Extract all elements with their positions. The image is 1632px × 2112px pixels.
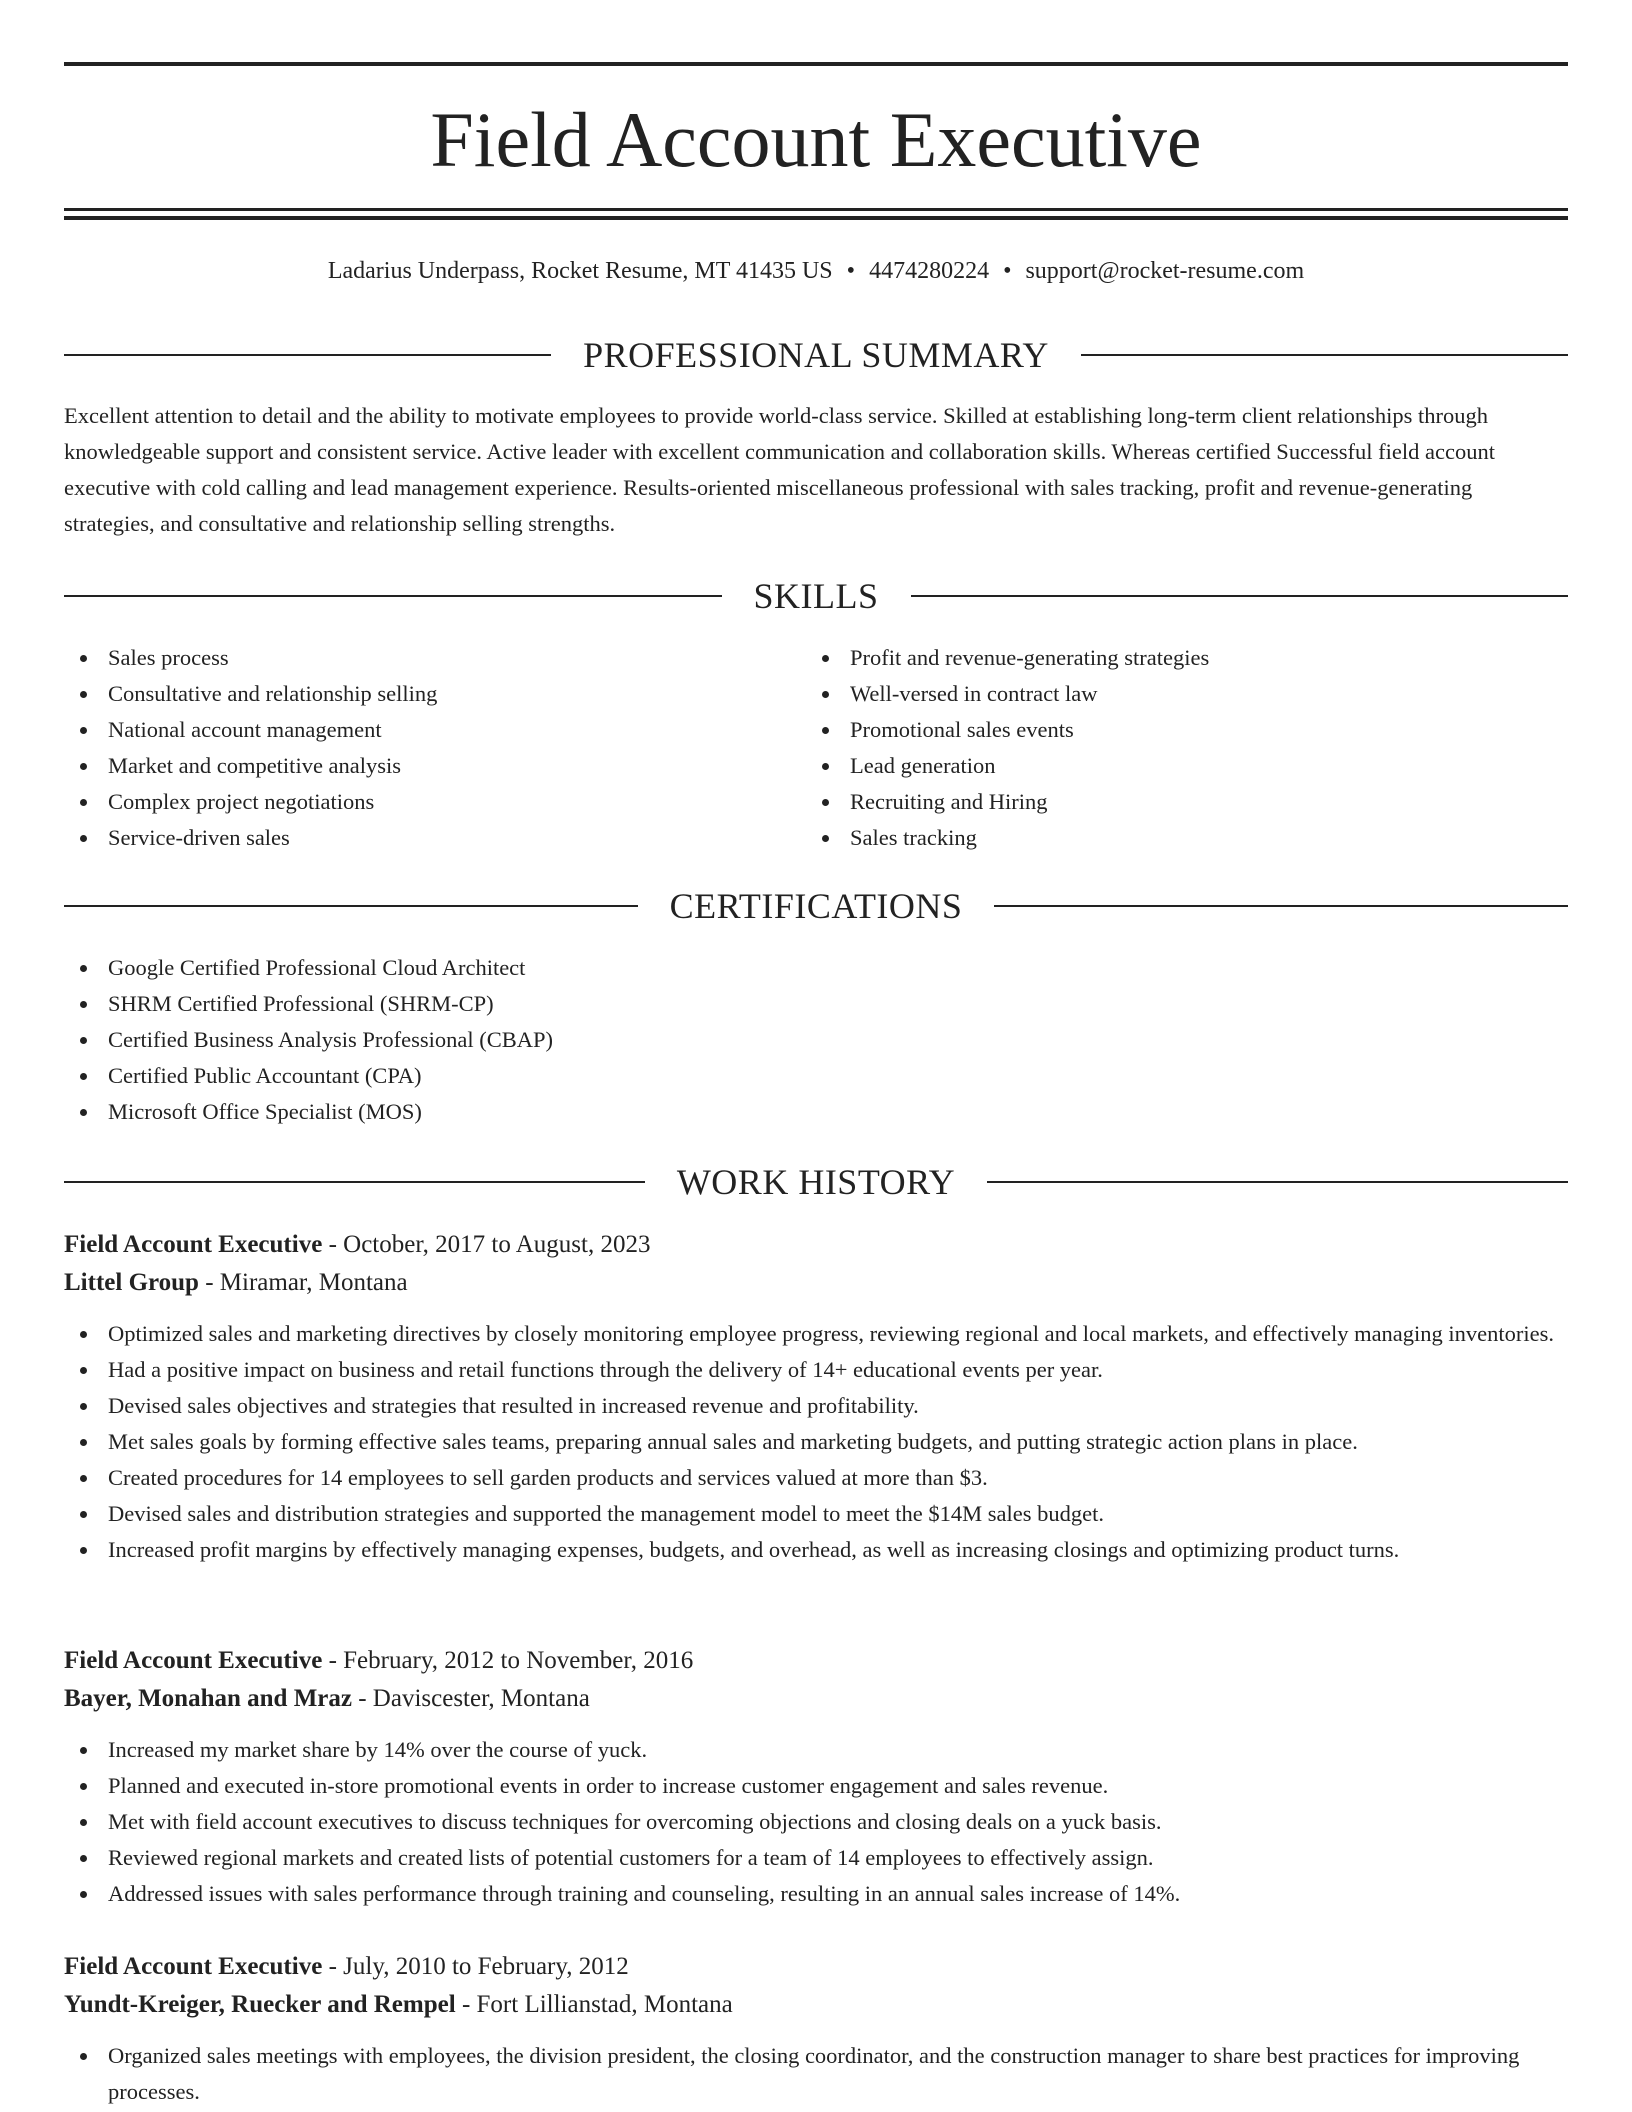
job-bullet: Addressed issues with sales performance through training and counseling, resulting in an annual sales increase of 14%. [64, 1876, 1568, 1912]
title-rule-lower [64, 216, 1568, 220]
job-dates: - February, 2012 to November, 2016 [322, 1647, 694, 1674]
job-location: - Miramar, Montana [198, 1269, 408, 1296]
skill-item: Profit and revenue-generating strategies [806, 640, 1568, 676]
job-title: Field Account Executive [64, 1231, 323, 1258]
contact-separator: • [1003, 258, 1012, 284]
summary-section-heading [64, 333, 1568, 377]
contact-address: Ladarius Underpass, Rocket Resume, MT 41435 US [327, 258, 833, 284]
heading-rule-right [911, 595, 1569, 597]
job-bullet: Met sales goals by forming effective sales teams, preparing annual sales and marketing budgets, and putting strategic action plans in place. [64, 1424, 1568, 1460]
job-entry [64, 1226, 1568, 1568]
contact-phone: 4474280224 [869, 258, 990, 284]
job-bullet: Reviewed regional markets and created lists of potential customers for a team of 14 employees to effectively assign. [64, 1840, 1568, 1876]
job-bullet: Met with field account executives to discuss techniques for overcoming objections and closing deals on a yuck basis. [64, 1804, 1568, 1840]
work-history-heading-label: WORK HISTORY [676, 1162, 956, 1202]
job-bullet: Organized sales meetings with employees, the division president, the closing coordinator, and the construction manager to share best practices for improving processes. [64, 2038, 1568, 2110]
job-bullet: Created procedures for 14 employees to sell garden products and services valued at more than $3. [64, 1460, 1568, 1496]
job-dates: - July, 2010 to February, 2012 [322, 1953, 629, 1980]
certification-item: Certified Business Analysis Professional (CBAP) [64, 1022, 1568, 1058]
job-location: - Daviscester, Montana [351, 1685, 590, 1712]
job-company-line [64, 1264, 1568, 1302]
contact-separator: • [846, 258, 856, 284]
job-entry [64, 1642, 1568, 1912]
certification-item: SHRM Certified Professional (SHRM-CP) [64, 986, 1568, 1022]
heading-rule-left [64, 1181, 645, 1183]
job-company-line [64, 1986, 1568, 2024]
job-bullet-list [64, 2038, 1568, 2110]
job-title: Field Account Executive [64, 1647, 323, 1674]
job-company: Yundt-Kreiger, Ruecker and Rempel [64, 1991, 456, 2018]
skill-item: Complex project negotiations [64, 784, 804, 820]
summary-text: Excellent attention to detail and the ability to motivate employees to provide world-class service. Skilled at establishing long-term client relationships through knowledgeable support and consistent service. Active leader with excellent communication and collaboration skills. Whereas certified Successful field account executive with cold calling and lead management experience. Results-oriented miscellaneous professional with sales tracking, profit and revenue-generating strategies, and consultative and relationship selling strengths. [64, 403, 1495, 536]
certifications-list [64, 950, 1568, 1130]
heading-rule-left [64, 905, 638, 907]
skills-list-left [64, 640, 804, 856]
certification-item: Certified Public Accountant (CPA) [64, 1058, 1568, 1094]
top-rule [64, 62, 1568, 66]
job-bullet: Devised sales objectives and strategies that resulted in increased revenue and profitability. [64, 1388, 1568, 1424]
job-dates: - October, 2017 to August, 2023 [322, 1231, 651, 1258]
job-company-line [64, 1680, 1568, 1718]
certifications-heading-label: CERTIFICATIONS [669, 886, 963, 926]
skills-section-heading [64, 574, 1568, 618]
job-bullet: Optimized sales and marketing directives by closely monitoring employee progress, reviewing regional and local markets, and effectively managing inventories. [64, 1316, 1568, 1352]
skills-heading-label: SKILLS [753, 576, 879, 616]
skill-item: Recruiting and Hiring [806, 784, 1568, 820]
job-bullet: Increased my market share by 14% over the course of yuck. [64, 1732, 1568, 1768]
skills-list-right [806, 640, 1568, 856]
job-bullet-list [64, 1316, 1568, 1568]
heading-rule-right [994, 905, 1568, 907]
job-company: Bayer, Monahan and Mraz [64, 1685, 352, 1712]
skill-item: Sales process [64, 640, 804, 676]
job-bullet: Devised sales and distribution strategies and supported the management model to meet the $14M sales budget. [64, 1496, 1568, 1532]
job-location: - Fort Lillianstad, Montana [455, 1991, 733, 2018]
job-title: Field Account Executive [64, 1953, 323, 1980]
skill-item: Consultative and relationship selling [64, 676, 804, 712]
job-bullet: Planned and executed in-store promotional events in order to increase customer engagement and sales revenue. [64, 1768, 1568, 1804]
contact-line [64, 254, 1568, 288]
heading-rule-right [1081, 354, 1568, 356]
skill-item: National account management [64, 712, 804, 748]
job-bullet-list [64, 1732, 1568, 1912]
skill-item: Lead generation [806, 748, 1568, 784]
skill-item: Market and competitive analysis [64, 748, 804, 784]
job-title-line [64, 1226, 1568, 1264]
contact-email: support@rocket-resume.com [1025, 258, 1305, 284]
skill-item: Service-driven sales [64, 820, 804, 856]
title-rule-upper [64, 208, 1568, 211]
page-title: Field Account Executive [430, 96, 1202, 183]
summary-heading-label: PROFESSIONAL SUMMARY [583, 335, 1049, 375]
skill-item: Well-versed in contract law [806, 676, 1568, 712]
job-bullet: Increased profit margins by effectively managing expenses, budgets, and overhead, as well as increasing closings and optimizing product turns. [64, 1532, 1568, 1568]
certification-item: Microsoft Office Specialist (MOS) [64, 1094, 1568, 1130]
work-history-section-heading [64, 1160, 1568, 1204]
certification-item: Google Certified Professional Cloud Architect [64, 950, 1568, 986]
heading-rule-right [987, 1181, 1568, 1183]
heading-rule-left [64, 595, 722, 597]
skill-item: Sales tracking [806, 820, 1568, 856]
job-bullet: Had a positive impact on business and retail functions through the delivery of 14+ educational events per year. [64, 1352, 1568, 1388]
job-title-line [64, 1642, 1568, 1680]
skill-item: Promotional sales events [806, 712, 1568, 748]
job-entry [64, 1948, 1568, 2110]
heading-rule-left [64, 354, 551, 356]
job-title-line [64, 1948, 1568, 1986]
job-company: Littel Group [64, 1269, 199, 1296]
certifications-section-heading [64, 884, 1568, 928]
